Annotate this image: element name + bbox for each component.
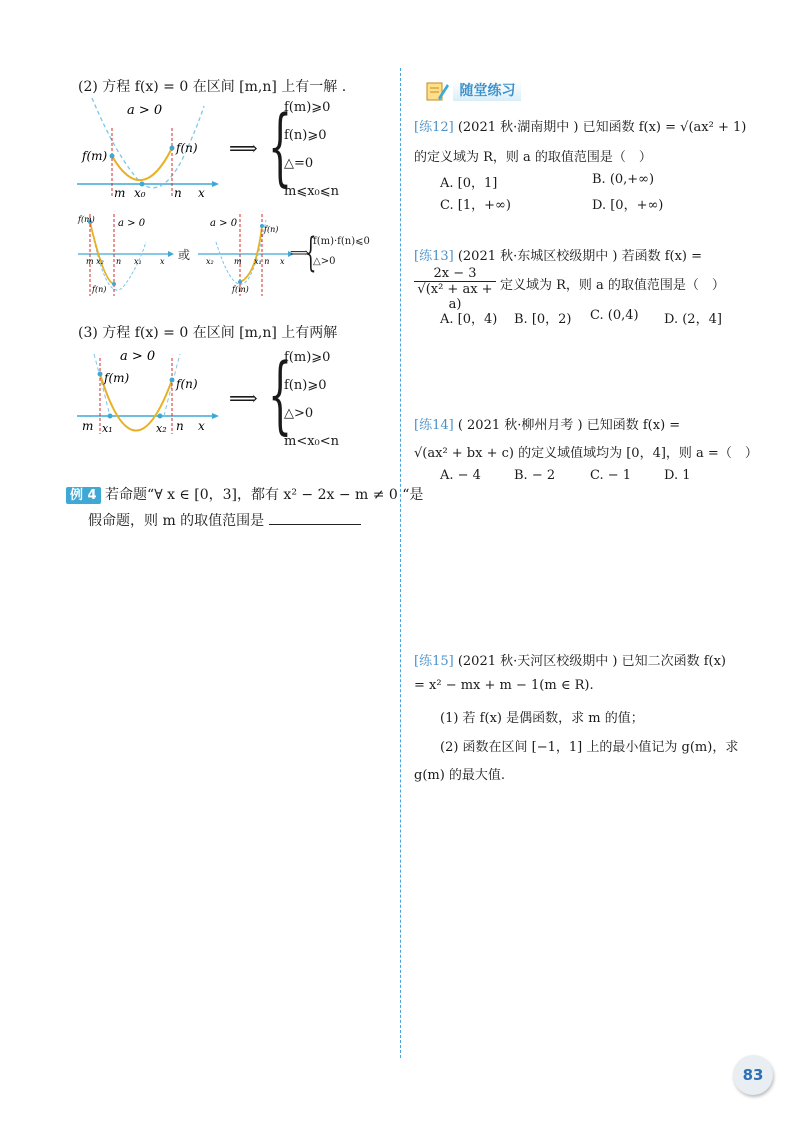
graph2-label-a: a > 0 xyxy=(120,349,156,364)
q12-text1: (2021 秋·湖南期中 ) 已知函数 f(x) = √(ax² + 1) xyxy=(457,120,747,135)
graph-one-root-large xyxy=(72,98,222,198)
section2-title: (2) 方程 f(x) = 0 在区间 [m,n] 上有一解 . xyxy=(78,79,347,95)
page-number: 83 xyxy=(733,1055,773,1095)
q13-denominator: √(x² + ax + a) xyxy=(417,282,493,312)
section3-title: (3) 方程 f(x) = 0 在区间 [m,n] 上有两解 xyxy=(78,325,338,341)
q14-opt-c[interactable]: C. − 1 xyxy=(590,468,632,483)
example-4 xyxy=(66,482,423,509)
q13-line1 xyxy=(414,245,702,264)
q13-tag: [练13] xyxy=(414,249,454,264)
or-label: 或 xyxy=(178,248,191,262)
conditions-2 xyxy=(284,344,339,456)
graph2-label-x1: x₁ xyxy=(102,422,113,435)
graph2-label-x: x xyxy=(198,419,205,433)
small-label-n: n xyxy=(116,257,122,266)
small2-label-fn: f(n) xyxy=(264,225,279,234)
graph2-label-m: m xyxy=(82,419,94,433)
graph-small-left xyxy=(76,212,176,298)
graph2-label-fn: f(n) xyxy=(176,377,198,391)
small-cond-product: f(m)·f(n)⩽0 xyxy=(313,236,370,247)
cond-delta: △=0 xyxy=(284,156,314,171)
q12-opt-a[interactable]: A. [0，1] xyxy=(440,176,498,191)
small-label-x: x xyxy=(160,257,165,266)
cond2-fn: f(n)⩾0 xyxy=(284,378,327,393)
left-brace-small: { xyxy=(305,230,317,276)
graph2-label-x2: x₂ xyxy=(156,422,167,435)
graph2-label-n: n xyxy=(176,419,184,433)
q12-line1 xyxy=(414,116,746,135)
q14-opt-a[interactable]: A. − 4 xyxy=(440,468,481,483)
q12-line2: 的定义域为 R，则 a 的取值范围是（ ） xyxy=(414,150,652,165)
graph-label-x0: x₀ xyxy=(134,186,146,198)
q15-part1: (1) 若 f(x) 是偶函数，求 m 的值； xyxy=(440,711,644,726)
q13-opt-c[interactable]: C. (0,4) xyxy=(590,308,639,323)
small2-label-a: a > 0 xyxy=(210,218,238,229)
graph-small-right xyxy=(196,212,296,298)
q13-line2: 定义域为 R，则 a 的取值范围是（ ） xyxy=(500,278,725,293)
graph-label-n: n xyxy=(174,186,182,198)
pencil-notebook-icon xyxy=(425,80,449,102)
example-line2-wrap xyxy=(88,508,361,534)
conditions-1 xyxy=(284,94,339,206)
cond-fm: f(m)⩾0 xyxy=(284,100,331,115)
section-title: 随堂练习 xyxy=(453,81,521,101)
graph-label-m: m xyxy=(114,186,126,198)
q14-tag: [练14] xyxy=(414,418,454,433)
example-line2: 假命题，则 m 的取值范围是 xyxy=(88,513,265,529)
q14-opt-b[interactable]: B. − 2 xyxy=(514,468,556,483)
cond2-fm: f(m)⩾0 xyxy=(284,350,331,365)
q12-opt-d[interactable]: D. [0，+∞) xyxy=(592,198,664,213)
answer-blank[interactable] xyxy=(269,510,361,525)
small2-label-m: m xyxy=(234,257,242,266)
implication-arrow-small: ⟹ xyxy=(290,246,309,261)
q12-tag: [练12] xyxy=(414,120,454,135)
q15-text1: (2021 秋·天河区校级期中 ) 已知二次函数 f(x) xyxy=(457,654,727,669)
small-cond-delta: △>0 xyxy=(313,256,336,267)
q12-opt-b[interactable]: B. (0,+∞) xyxy=(592,172,655,187)
small2-label-x2: x₂ xyxy=(206,257,214,266)
q14-opt-d[interactable]: D. 1 xyxy=(664,468,691,483)
graph-two-roots xyxy=(72,344,222,444)
graph-label-fn: f(n) xyxy=(176,141,198,155)
graph-label-x: x xyxy=(198,186,205,198)
section-header xyxy=(425,80,521,102)
graph2-label-fm: f(m) xyxy=(104,371,130,385)
graph-label-a: a > 0 xyxy=(127,103,163,118)
example-badge: 例 4 xyxy=(66,487,101,504)
q13-numerator: 2x − 3 xyxy=(414,266,496,282)
q13-fraction xyxy=(414,266,496,312)
graph-label-fm: f(m) xyxy=(82,149,108,163)
cond2-delta: △>0 xyxy=(284,406,314,421)
small-label-fn: f(n) xyxy=(92,285,107,294)
example-line1: 若命题“∀ x ∈ [0，3]，都有 x² − 2x − m ≠ 0 “是 xyxy=(105,487,424,503)
q13-text1: (2021 秋·东城区校级期中 ) 若函数 f(x) = xyxy=(457,249,703,264)
small-label-m: m x₂ xyxy=(86,257,104,266)
q13-opt-a[interactable]: A. [0，4) xyxy=(440,312,498,327)
q15-line2: = x² − mx + m − 1(m ∈ R). xyxy=(414,678,594,693)
small2-label-x1: x₁ n xyxy=(254,257,270,266)
q13-opt-b[interactable]: B. [0，2) xyxy=(514,312,572,327)
q13-opt-d[interactable]: D. (2，4] xyxy=(664,312,722,327)
q12-opt-c[interactable]: C. [1，+∞) xyxy=(440,198,511,213)
cond-range: m⩽x₀⩽n xyxy=(284,184,340,199)
small2-label-fm: f(m) xyxy=(232,285,249,294)
q15-line1 xyxy=(414,650,726,669)
implication-arrow-1: ⟹ xyxy=(229,136,258,160)
small-label-x1: x₁ xyxy=(134,257,142,266)
cond-fn: f(n)⩾0 xyxy=(284,128,327,143)
q15-part2: (2) 函数在区间 [−1，1] 上的最小值记为 g(m)，求 xyxy=(440,740,739,755)
left-brace-2: { xyxy=(268,345,293,443)
q14-text1: ( 2021 秋·柳州月考 ) 已知函数 f(x) = xyxy=(457,418,681,433)
small-label-fm: f(m) xyxy=(78,215,95,224)
q15-tag: [练15] xyxy=(414,654,454,669)
column-divider xyxy=(400,68,401,1058)
small-label-a: a > 0 xyxy=(118,218,146,229)
left-brace-1: { xyxy=(268,97,293,195)
q14-line1 xyxy=(414,414,680,433)
q14-line2: √(ax² + bx + c) 的定义域值域均为 [0，4]，则 a =（ ） xyxy=(414,446,758,461)
cond2-range: m<x₀<n xyxy=(284,434,340,449)
small2-label-x: x xyxy=(280,257,285,266)
implication-arrow-2: ⟹ xyxy=(229,386,258,410)
conditions-small xyxy=(313,232,370,272)
q15-part2b: g(m) 的最大值. xyxy=(414,768,506,783)
